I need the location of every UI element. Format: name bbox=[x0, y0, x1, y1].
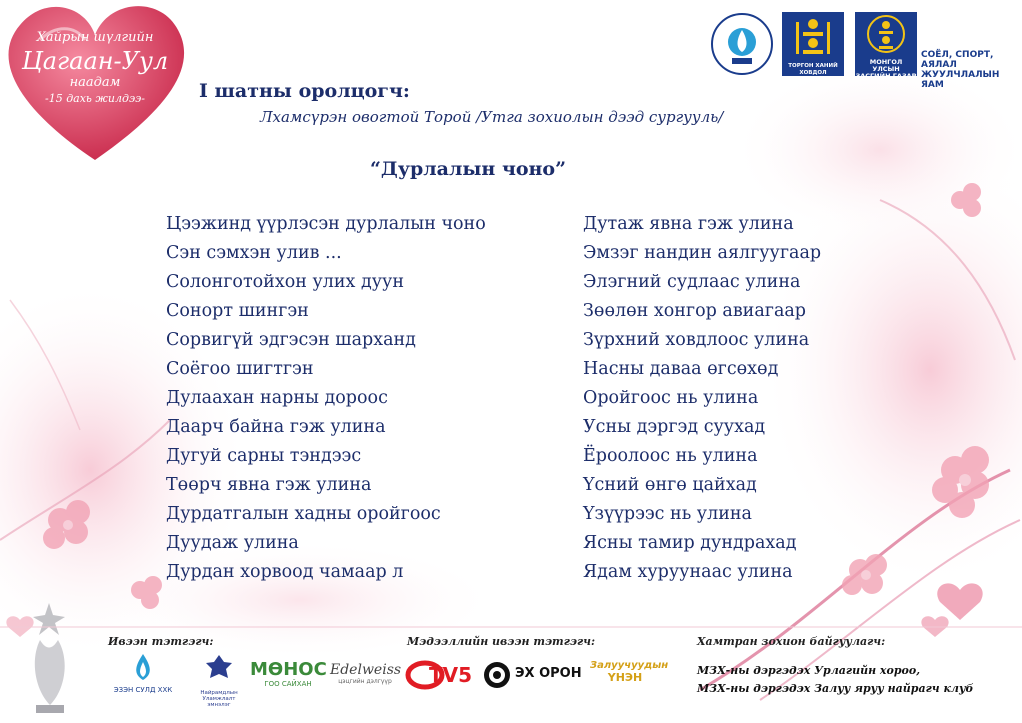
poem-line: Дурдатгалын хадны оройгоос bbox=[166, 504, 441, 524]
poem-line: Соёгоо шигтгэн bbox=[166, 359, 314, 379]
poem-line: Дурдан хорвоод чамаар л bbox=[166, 562, 404, 582]
poem-line: Усны дэргэд суухад bbox=[583, 417, 766, 437]
soyombo-icon bbox=[782, 12, 844, 60]
festival-line-3: наадам bbox=[69, 75, 121, 90]
poem-line: Ядам хуруунаас улина bbox=[583, 562, 793, 582]
government-emblem-icon bbox=[855, 12, 917, 56]
festival-logo bbox=[20, 30, 170, 105]
festival-line-1: Хайрын шүлгийн bbox=[36, 30, 154, 45]
sponsor-hospital-logo bbox=[190, 652, 248, 708]
participant-heading: I шатны оролцогч: bbox=[199, 80, 410, 102]
media-tv5-logo bbox=[405, 660, 475, 690]
festival-line-2: Цагаан-Уул bbox=[21, 47, 169, 75]
sponsor-ezen-suld-logo bbox=[108, 652, 178, 694]
poem-line: Эмзэг нандин аялгуугаар bbox=[583, 243, 822, 263]
co-organizer-2: МЗХ-ны дэргэдэх Залуу яруу найрагч клуб bbox=[697, 682, 974, 695]
poem-title: “Дурлалын чоно” bbox=[370, 158, 567, 180]
poem-line: Цээжинд үүрлэсэн дурлалын чоно bbox=[166, 214, 486, 234]
media-3-name: Залуучуудын bbox=[590, 660, 669, 671]
poem-line: Ясны тамир дундрахад bbox=[583, 533, 797, 553]
poem-line: Үзүүрээс нь улина bbox=[583, 504, 752, 524]
poem-line: Насны даваа өгсөхөд bbox=[583, 359, 779, 379]
poem-line: Дутаж явна гэж улина bbox=[583, 214, 794, 234]
ministry-line-1: СОЁЛ, СПОРТ, АЯЛАЛ bbox=[921, 50, 994, 70]
media-zaluuchuud-logo bbox=[590, 660, 669, 684]
poem-right-column bbox=[583, 210, 821, 587]
sponsor-2-sub: эмнэлэг bbox=[207, 702, 231, 708]
poem-line: Сэн сэмхэн улив ... bbox=[166, 243, 342, 263]
poem-line: Үсний өнгө цайхад bbox=[583, 475, 757, 495]
media-ekh-oron-logo bbox=[482, 660, 582, 690]
poem-line: Элэгний судлаас улина bbox=[583, 272, 801, 292]
ministry-line-2: ЖУУЛЧЛАЛЫН ЯАМ bbox=[921, 70, 1000, 90]
poem-left-column bbox=[166, 210, 486, 587]
sponsor-3-name: МӨНОС bbox=[250, 659, 327, 680]
government-logo bbox=[855, 12, 917, 80]
poem-line: Дугуй сарны тэндээс bbox=[166, 446, 362, 466]
sponsor-4-sub: цэцгийн дэлгүүр bbox=[338, 678, 392, 685]
festival-line-4: -15 дахь жилдээ- bbox=[44, 92, 146, 105]
drop-icon bbox=[123, 652, 163, 682]
gov1-label: ТОРГОН ХАНИЙ ХОВДОЛ bbox=[788, 63, 838, 76]
ministry-name bbox=[921, 50, 1021, 90]
media-3-sub: ҮНЭН bbox=[607, 671, 643, 684]
sponsor-edelweiss-logo bbox=[330, 662, 400, 685]
poem-line: Ёроолоос нь улина bbox=[583, 446, 758, 466]
gov2-line-2: ЗАСГИЙН ГАЗАР bbox=[855, 72, 917, 80]
ekh-oron-emblem-icon bbox=[482, 660, 512, 690]
participant-name: Лхамсүрэн овогтой Торой /Утга зохиолын дээд сургууль/ bbox=[260, 108, 724, 126]
poem-line: Даарч байна гэж улина bbox=[166, 417, 386, 437]
sponsor-label: Ивээн тэтгэгч: bbox=[108, 635, 214, 648]
gov2-line-1: МОНГОЛ УЛСЫН bbox=[869, 58, 903, 73]
youth-federation-logo bbox=[710, 12, 774, 76]
poem-line: Оройгоос нь улина bbox=[583, 388, 759, 408]
poem-line: Сонорт шингэн bbox=[166, 301, 309, 321]
sponsor-4-name: Edelweiss bbox=[330, 662, 402, 678]
poem-line: Сорвигүй эдгэсэн шарханд bbox=[166, 330, 416, 350]
sponsor-monos-logo bbox=[250, 660, 326, 688]
co-organizer-label: Хамтран зохион байгуулагч: bbox=[697, 635, 886, 648]
media-sponsor-label: Мэдээллийн ивээн тэтгэгч: bbox=[407, 635, 596, 648]
silk-trade-logo bbox=[782, 12, 844, 76]
poem-line: Зүрхний ховдлоос улина bbox=[583, 330, 810, 350]
poem-line: Зөөлөн хонгор авиагаар bbox=[583, 301, 807, 321]
poem-line: Солонготойхон улих дуун bbox=[166, 272, 405, 292]
sponsor-1-name: ЭЗЭН СУЛД ХХК bbox=[113, 686, 173, 694]
hospital-emblem-icon bbox=[202, 652, 236, 686]
poem-line: Төөрч явна гэж улина bbox=[166, 475, 372, 495]
co-organizer-1: МЗХ-ны дэргэдэх Урлагийн хороо, bbox=[697, 664, 921, 677]
media-1-name: TV5 bbox=[429, 663, 473, 687]
poem-line: Дуудаж улина bbox=[166, 533, 299, 553]
media-2-name: ЭХ ОРОН bbox=[515, 666, 582, 681]
poem-line: Дулаахан нарны дороос bbox=[166, 388, 388, 408]
co-organizer-list bbox=[697, 662, 974, 698]
sponsor-2-name: Найрамдлын Уламжлалт bbox=[200, 690, 238, 702]
sponsor-3-sub: ГОО САЙХАН bbox=[264, 680, 312, 688]
